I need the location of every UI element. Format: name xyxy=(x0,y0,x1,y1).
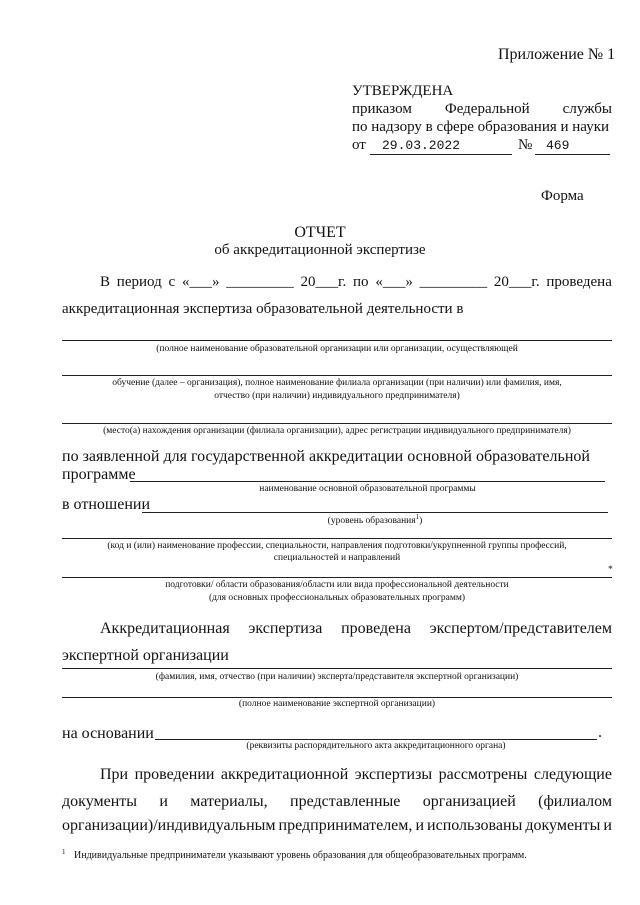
expert-name-caption: (фамилия, имя, отчество (при наличии) эксперта/представителя экспертной организации) xyxy=(155,672,519,682)
paragraph-word: материалы, xyxy=(190,793,268,810)
paragraph-word: аккредитационной xyxy=(220,766,349,783)
org-name-caption-3: отчество (при наличии) индивидуального предпринимателя) xyxy=(214,391,460,401)
period-word: 20___г. xyxy=(493,274,540,290)
relation-label: в отношении xyxy=(62,496,151,513)
expert-line2: экспертной организации xyxy=(62,647,229,664)
expert-word: проведена xyxy=(341,620,411,637)
period-line xyxy=(100,274,612,291)
edu-level-close: ) xyxy=(419,516,423,527)
expert-word: экспертиза xyxy=(248,620,323,637)
expert-word: экспертом/представителем xyxy=(429,620,612,637)
footnote-mark: 1 xyxy=(62,848,66,856)
paragraph-word: экспертизы xyxy=(354,766,433,783)
approved-date: 29.03.2022 xyxy=(382,138,461,153)
basis-dot: . xyxy=(598,724,602,741)
statement-line1: по заявленной для государственной аккредитации основной образовательной xyxy=(62,448,590,465)
period-word: «___» xyxy=(375,274,413,290)
org-name-line xyxy=(62,340,612,341)
paragraph-word: При xyxy=(100,766,129,783)
period-word: период xyxy=(116,274,162,290)
period-word: «___» xyxy=(181,274,220,290)
approved-from-label: от xyxy=(352,137,366,153)
paragraph-word: предпринимателем, xyxy=(278,817,413,834)
expert-word: Аккредитационная xyxy=(100,620,230,637)
appendix-label: Приложение № 1 xyxy=(498,46,616,63)
training-caption-2: (для основных профессиональных образовательных программ) xyxy=(208,593,466,603)
paragraph-word: представленные xyxy=(290,793,401,810)
paragraph-word: организацией xyxy=(422,793,516,810)
form-label: Форма xyxy=(541,188,584,204)
training-line xyxy=(62,577,612,578)
org-name-caption-1: (полное наименование образовательной организации или организации, осуществляющей xyxy=(156,344,518,354)
paragraph-word: (филиалом xyxy=(538,793,612,810)
paragraph-word: документы xyxy=(525,817,601,834)
paragraph-word: и xyxy=(603,817,612,834)
period-word: с xyxy=(168,274,176,290)
paragraph-line3 xyxy=(62,817,612,835)
stray-mark: * xyxy=(608,565,613,575)
approved-word: приказом xyxy=(352,101,412,117)
paragraph-word: использованы xyxy=(427,817,523,834)
paragraph-word: следующие xyxy=(533,766,612,783)
training-caption-1: подготовки/ области образования/области или вида профессиональной деятельности xyxy=(165,580,509,590)
paragraph-line1 xyxy=(100,766,612,784)
period-word: _________ xyxy=(226,274,294,290)
approved-number-label: № xyxy=(518,137,533,153)
approved-number: 469 xyxy=(546,138,570,153)
expert-org-line xyxy=(62,697,612,698)
org-name-line-2 xyxy=(62,375,612,376)
report-subtitle: об аккредитационной экспертизе xyxy=(214,242,426,258)
profession-caption-1: (код и (или) наименование профессии, специальности, направления подготовки/укрупненной группы профессий, xyxy=(107,541,567,551)
approved-line2: по надзору в сфере образования и науки xyxy=(352,119,610,135)
period-word: 20___г. xyxy=(300,274,347,290)
approved-word: службы xyxy=(562,101,612,117)
paragraph-word: организации)/индивидуальным xyxy=(62,817,276,834)
program-label: программе xyxy=(62,466,136,483)
basis-label: на основании xyxy=(62,725,154,742)
period-word: проведена xyxy=(546,274,612,290)
paragraph-word: рассмотрены xyxy=(438,766,528,783)
paragraph-word: проведении xyxy=(134,766,215,783)
profession-line xyxy=(62,538,612,539)
number-underline xyxy=(535,154,610,155)
period-word: В xyxy=(100,274,111,290)
program-caption: наименование основной образовательной программы xyxy=(259,484,476,494)
basis-caption: (реквизиты распорядительного акта аккредитационного органа) xyxy=(246,741,506,751)
approved-word: Федеральной xyxy=(444,101,530,117)
report-title: ОТЧЕТ xyxy=(294,224,346,241)
approved-line1 xyxy=(352,101,612,118)
footnote-ref: 1 xyxy=(415,513,420,521)
period-line2: аккредитационная экспертиза образовательной деятельности в xyxy=(62,301,464,317)
paragraph-word: документы xyxy=(62,793,138,810)
edu-level-text: (уровень образования xyxy=(327,516,416,527)
location-caption: (место(а) нахождения организации (филиала организации), адрес регистрации индивидуального предпринимателя) xyxy=(103,426,571,436)
edu-level-caption xyxy=(142,513,608,526)
program-line xyxy=(130,481,605,482)
approved-title: УТВЕРЖДЕНА xyxy=(352,83,454,99)
expert-name-line xyxy=(62,668,612,669)
period-word: _________ xyxy=(419,274,488,290)
expert-org-caption: (полное наименование экспертной организации) xyxy=(238,699,436,709)
date-underline xyxy=(370,154,512,155)
basis-line xyxy=(155,739,597,740)
paragraph-word: и xyxy=(415,817,424,834)
location-line xyxy=(62,423,612,424)
profession-caption-2: специальностей и направлений xyxy=(273,553,401,563)
period-word: по xyxy=(353,274,369,290)
paragraph-word: и xyxy=(159,793,168,810)
org-name-caption-2: обучение (далее – организация), полное наименование филиала организации (при наличии) или фамилия, имя, xyxy=(112,378,562,388)
expert-line xyxy=(100,620,612,638)
footnote-text: Индивидуальные предприниматели указывают уровень образования для общеобразовательных программ. xyxy=(74,850,527,862)
footnote xyxy=(62,848,527,861)
paragraph-line2 xyxy=(62,793,612,811)
